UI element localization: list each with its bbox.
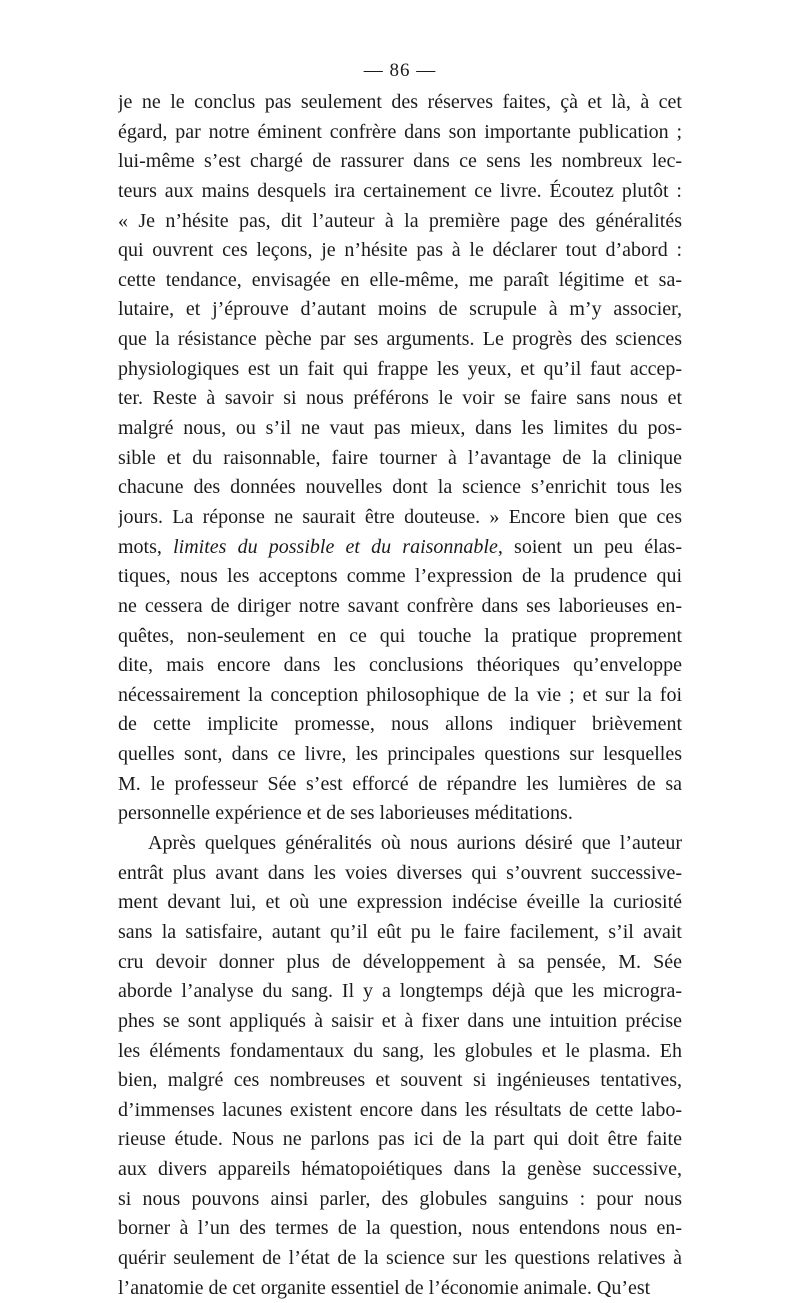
text-line: ment devant lui, et où une expression indécise éveille la curiosité — [118, 891, 682, 914]
text-line: quêtes, non-seulement en ce qui touche la pratique proprement — [118, 624, 682, 647]
body-text — [118, 88, 682, 1303]
text-line: sible et du raisonnable, faire tourner à l’avantage de la clinique — [118, 446, 682, 469]
text-line: ne cessera de diriger notre savant confrère dans ses laborieuses en- — [118, 594, 682, 617]
text-line: malgré nous, ou s’il ne vaut pas mieux, dans les limites du pos- — [118, 417, 682, 440]
text-line: mots, limites du possible et du raisonnable, soient un peu élas- — [118, 535, 682, 558]
text-line: borner à l’un des termes de la question, nous entendons nous en- — [118, 1217, 682, 1240]
italic-phrase: limites du possible et du raisonnable — [173, 535, 498, 558]
text-line: que la résistance pèche par ses arguments. Le progrès des sciences — [118, 328, 682, 351]
text-line: l’anatomie de cet organite essentiel de l’économie animale. Qu’est — [118, 1276, 651, 1299]
text-line: phes se sont appliqués à saisir et à fixer dans une intuition précise — [118, 1009, 682, 1032]
text-line: M. le professeur Sée s’est efforcé de répandre les lumières de sa — [118, 772, 682, 795]
text-line: « Je n’hésite pas, dit l’auteur à la première page des généralités — [118, 209, 682, 232]
text-line: aux divers appareils hématopoiétiques dans la genèse successive, — [118, 1158, 682, 1181]
text-line: qui ouvrent ces leçons, je n’hésite pas à le déclarer tout d’abord : — [118, 239, 682, 262]
text-line: ter. Reste à savoir si nous préférons le voir se faire sans nous et — [118, 387, 682, 410]
page-number: — 86 — — [363, 60, 437, 81]
text-line: dite, mais encore dans les conclusions théoriques qu’enveloppe — [118, 654, 682, 677]
text-line: d’immenses lacunes existent encore dans les résultats de cette labo- — [118, 1098, 682, 1121]
text-line: jours. La réponse ne saurait être douteuse. » Encore bien que ces — [118, 505, 682, 528]
text-line: entrât plus avant dans les voies diverses qui s’ouvrent successive- — [118, 861, 682, 884]
text-line: quelles sont, dans ce livre, les principales questions sur lesquelles — [118, 743, 682, 766]
text-line: égard, par notre éminent confrère dans son importante publication ; — [118, 120, 682, 143]
text-line: Après quelques généralités où nous aurions désiré que l’auteur — [148, 832, 682, 855]
text-line: physiologiques est un fait qui frappe les yeux, et qu’il faut accep- — [118, 357, 682, 380]
text-line: lui-même s’est chargé de rassurer dans ce sens les nombreux lec- — [118, 150, 682, 173]
text-line: si nous pouvons ainsi parler, des globules sanguins : pour nous — [118, 1187, 682, 1210]
text-line: cru devoir donner plus de développement à sa pensée, M. Sée — [118, 950, 682, 973]
text-line: je ne le conclus pas seulement des réserves faites, çà et là, à cet — [118, 91, 682, 113]
text-line: sans la satisfaire, autant qu’il eût pu le faire facilement, s’il avait — [118, 920, 682, 943]
text-line: cette tendance, envisagée en elle-même, me paraît légitime et sa- — [118, 268, 682, 291]
text-line: tiques, nous les acceptons comme l’expression de la prudence qui — [118, 565, 682, 588]
text-line: chacune des données nouvelles dont la science s’enrichit tous les — [118, 476, 682, 499]
text-line: nécessairement la conception philosophique de la vie ; et sur la foi — [118, 683, 682, 706]
text-line: personnelle expérience et de ses laborieuses méditations. — [118, 802, 573, 825]
text-line: rieuse étude. Nous ne parlons pas ici de la part qui doit être faite — [118, 1128, 682, 1151]
text-line: les éléments fondamentaux du sang, les globules et le plasma. Eh — [118, 1039, 682, 1062]
text-line: lutaire, et j’éprouve d’autant moins de scrupule à m’y associer, — [118, 298, 682, 321]
text-line: teurs aux mains desquels ira certainement ce livre. Écoutez plutôt : — [118, 179, 682, 202]
text-line: aborde l’analyse du sang. Il y a longtemps déjà que les microgra- — [118, 980, 682, 1003]
text-line: de cette implicite promesse, nous allons indiquer brièvement — [118, 713, 682, 736]
text-line: quérir seulement de l’état de la science sur les questions relatives à — [118, 1246, 682, 1269]
text-line: bien, malgré ces nombreuses et souvent si ingénieuses tentatives, — [118, 1069, 682, 1092]
